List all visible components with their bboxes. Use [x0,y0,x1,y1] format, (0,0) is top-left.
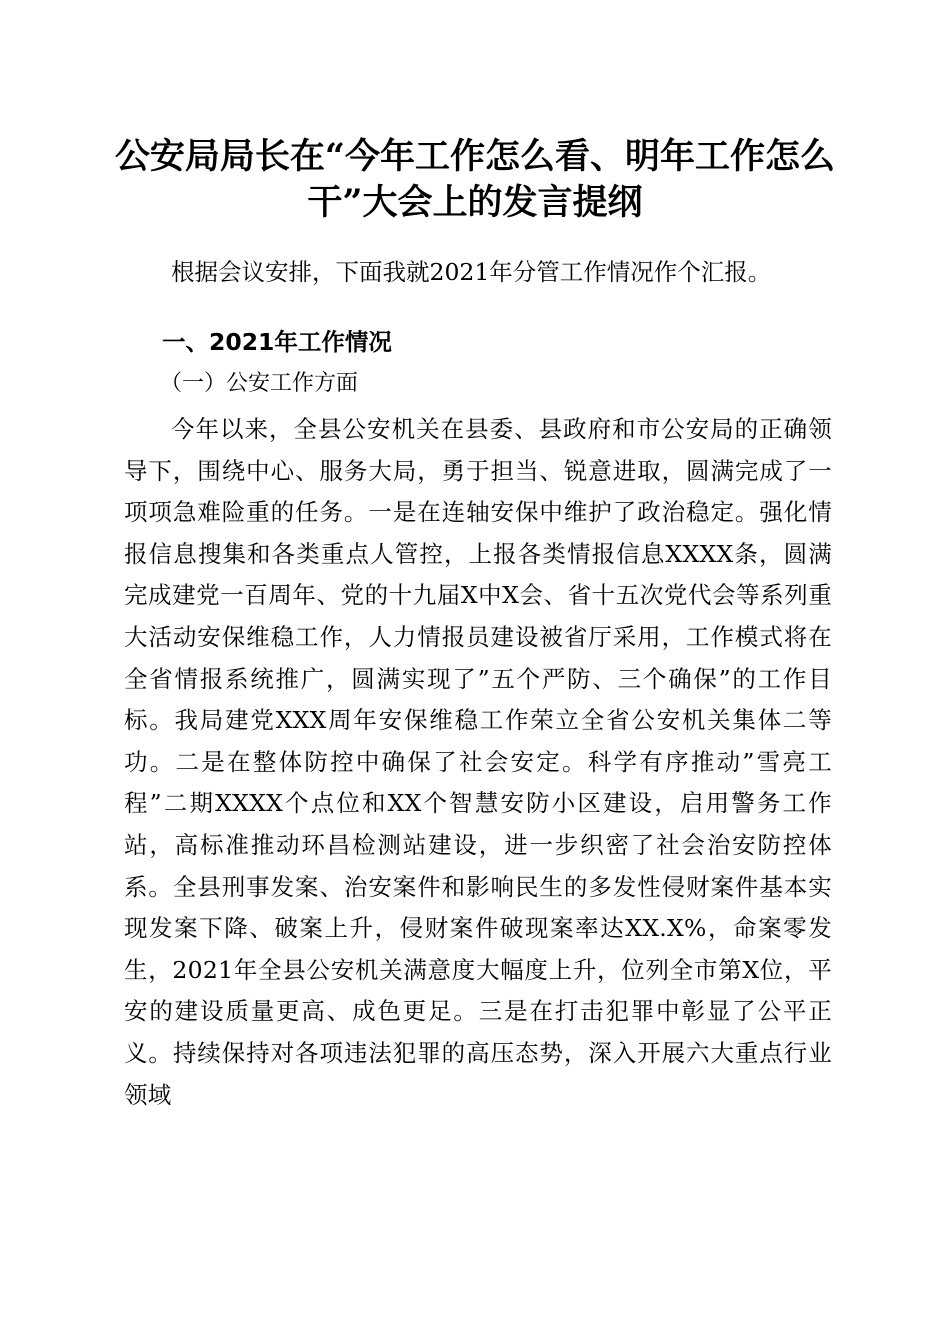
subsection-heading: （一）公安工作方面 [160,371,359,396]
body-paragraph: 今年以来，全县公安机关在县委、县政府和市公安局的正确领导下，围绕中心、服务大局，勇于担当、锐意进取，圆满完成了一项项急难险重的任务。一是在连轴安保中维护了政治稳定。强化情报信息搜集和各类重点人管控，上报各类情报信息XXXX条，圆满完成建党一百周年、党的十九届X中X会、省十五次党代会等系列重大活动安保维稳工作，人力情报员建设被省厅采用，工作模式将在全省情报系统推广，圆满实现了”五个严防、三个确保”的工作目标。我局建党XXX周年安保维稳工作荣立全省公安机关集体二等功。二是在整体防控中确保了社会安定。科学有序推动”雪亮工程”二期XXXX个点位和XX个智慧安防小区建设，启用警务工作站，高标准推动环昌检测站建设，进一步织密了社会治安防控体系。全县刑事发案、治安案件和影响民生的多发性侵财案件基本实现发案下降、破案上升，侵财案件破现案率达XX.X%，命案零发生，2021年全县公安机关满意度大幅度上升，位列全市第X位，平安的建设质量更高、成色更足。三是在打击犯罪中彰显了公平正义。持续保持对各项违法犯罪的高压态势，深入开展六大重点行业领域 [124,415,832,1109]
document-title: 公安局局长在“今年工作怎么看、明年工作怎么干”大会上的发言提纲 [114,136,836,223]
intro-paragraph: 根据会议安排，下面我就2021年分管工作情况作个汇报。 [171,258,772,286]
section-heading: 一、2021年工作情况 [162,328,392,356]
